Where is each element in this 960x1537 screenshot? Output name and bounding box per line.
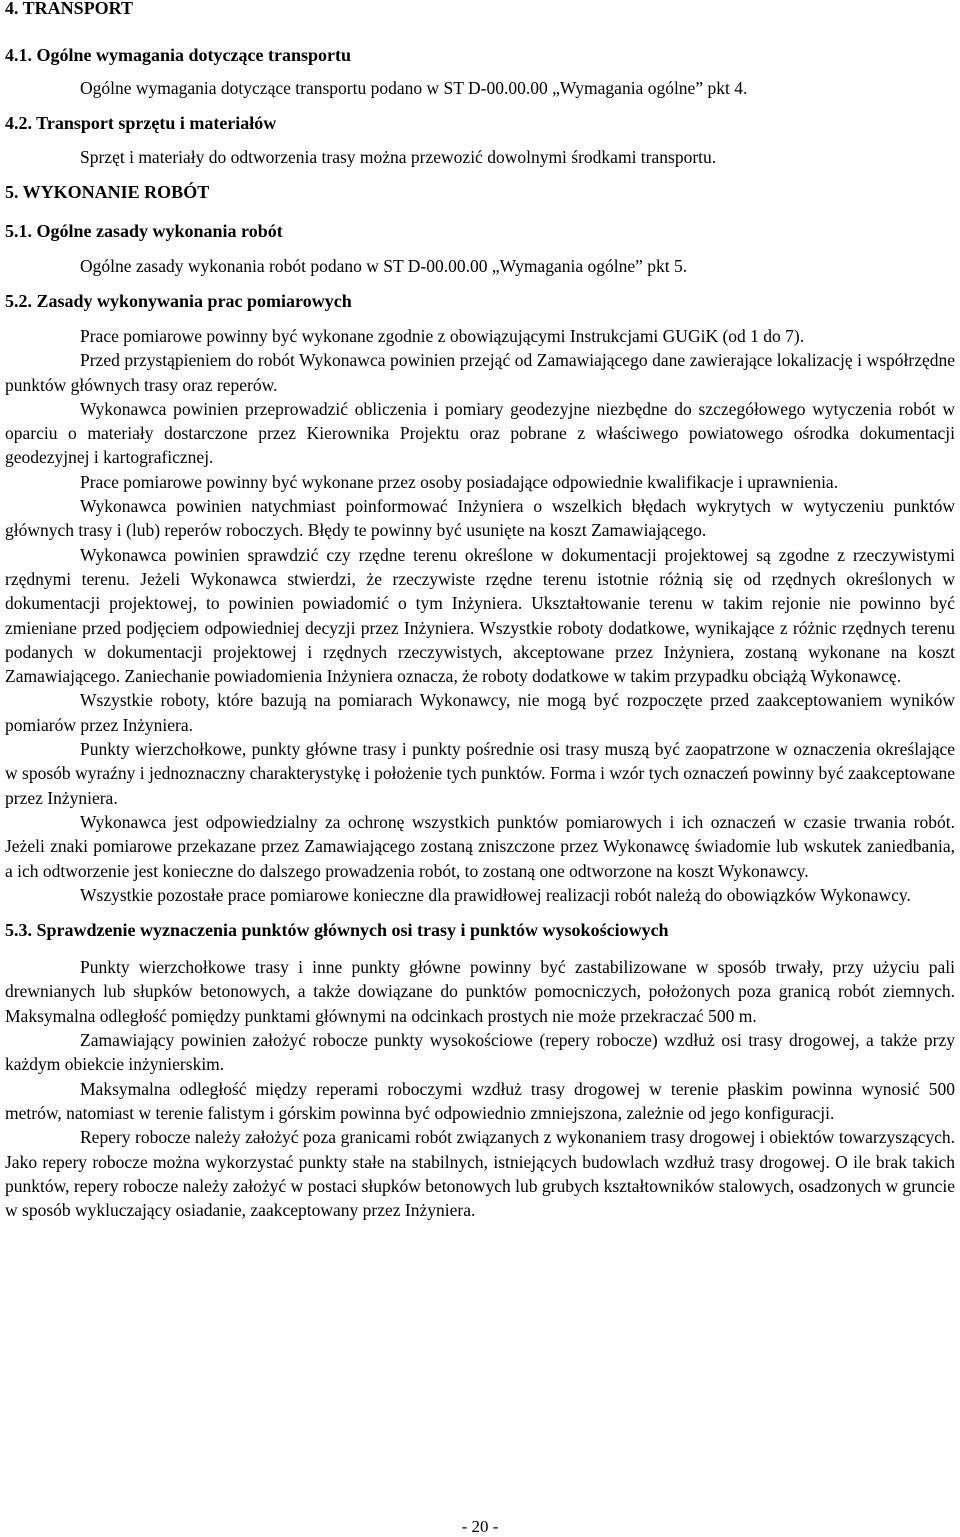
paragraph: Przed przystąpieniem do robót Wykonawca powinien przejąć od Zamawiającego dane zawierające lokalizację i współrzędne punktów głównych trasy oraz reperów.	[5, 350, 955, 395]
paragraph: Wszystkie roboty, które bazują na pomiarach Wykonawcy, nie mogą być rozpoczęte przed zaakceptowaniem wyników pomiarów przez Inżyniera.	[5, 690, 955, 735]
page-number: - 20 -	[461, 1517, 499, 1536]
paragraph: Wykonawca powinien sprawdzić czy rzędne terenu określone w dokumentacji projektowej są zgodne z rzeczywistymi rzędnymi terenu. Jeżeli Wykonawca stwierdzi, że rzeczywiste rzędne terenu istotnie różnią się od rzędnych określonych w dokumentacji projektowej, to powinien powiadomić o tym Inżyniera. Ukształtowanie terenu w takim rejonie nie powinno być zmieniane przed podjęciem odpowiedniej decyzji przez Inżyniera. Wszystkie roboty dodatkowe, wynikające z różnic rzędnych terenu podanych w dokumentacji projektowej i rzędnych rzeczywistych, akceptowane przez Inżyniera, zostaną wykonane na koszt Zamawiającego. Zaniechanie powiadomienia Inżyniera oznacza, że roboty dodatkowe w takim przypadku obciążą Wykonawcę.	[5, 544, 955, 687]
paragraph: Wszystkie pozostałe prace pomiarowe konieczne dla prawidłowej realizacji robót należą do obowiązków Wykonawcy.	[80, 884, 911, 905]
section-4-heading: 4. TRANSPORT	[5, 0, 134, 18]
paragraph: Punkty wierzchołkowe, punkty główne trasy i punkty pośrednie osi trasy muszą być zaopatrzone w oznaczenia określające w sposób wyraźny i jednoznaczny charakterystykę i położenie tych punktów. Forma i wzór tych oznaczeń powinny być zaakceptowane przez Inżyniera.	[5, 739, 955, 808]
paragraph: Repery robocze należy założyć poza granicami robót związanych z wykonaniem trasy drogowej i obiektów towarzyszących. Jako repery robocze można wykorzystać punkty stałe na stabilnych, istniejących budowlach wzdłuż trasy drogowej. O ile brak takich punktów, repery robocze należy założyć w postaci słupków betonowych lub grubych kształtowników stalowych, osadzonych w gruncie w sposób wykluczający osiadanie, zaakceptowany przez Inżyniera.	[5, 1127, 955, 1221]
section-5-2-body	[5, 324, 955, 907]
paragraph: Zamawiający powinien założyć robocze punkty wysokościowe (repery robocze) wzdłuż osi trasy drogowej, a także przy każdym obiekcie inżynierskim.	[5, 1030, 955, 1075]
paragraph: Prace pomiarowe powinny być wykonane przez osoby posiadające odpowiednie kwalifikacje i uprawnienia.	[80, 471, 839, 492]
section-5-3-heading: 5.3. Sprawdzenie wyznaczenia punktów głównych osi trasy i punktów wysokościowych	[5, 920, 669, 941]
section-4-1-heading: 4.1. Ogólne wymagania dotyczące transportu	[5, 45, 351, 65]
paragraph: Maksymalna odległość między reperami roboczymi wzdłuż trasy drogowej w terenie płaskim powinna wynosić 500 metrów, natomiast w terenie falistym i górskim powinna być odpowiednio zmniejszona, zależnie od jego konfiguracji.	[5, 1078, 955, 1123]
paragraph: Prace pomiarowe powinny być wykonane zgodnie z obowiązującymi Instrukcjami GUGiK (od 1 do 7).	[80, 326, 805, 346]
section-4-2-text: Sprzęt i materiały do odtworzenia trasy można przewozić dowolnymi środkami transportu.	[80, 147, 717, 167]
paragraph: Punkty wierzchołkowe trasy i inne punkty główne powinny być zastabilizowane w sposób trwały, przy użyciu pali drewnianych lub słupków betonowych, a także dowiązane do punktów pomocniczych, położonych poza granicą robót ziemnych. Maksymalna odległość pomiędzy punktami głównymi na odcinkach prostych nie może przekraczać 500 m.	[5, 957, 955, 1026]
section-5-1-text: Ogólne zasady wykonania robót podano w ST D-00.00.00 „Wymagania ogólne” pkt 5.	[80, 256, 688, 276]
paragraph: Wykonawca powinien natychmiast poinformować Inżyniera o wszelkich błędach wykrytych w wytyczeniu punktów głównych trasy i (lub) reperów roboczych. Błędy te powinny być usunięte na koszt Zamawiającego.	[5, 496, 955, 541]
paragraph: Wykonawca powinien przeprowadzić obliczenia i pomiary geodezyjne niezbędne do szczegółowego wytyczenia robót w oparciu o materiały dostarczone przez Kierownika Projektu oraz pobrane z właściwego powiatowego ośrodka dokumentacji geodezyjnej i kartograficznej.	[5, 398, 955, 468]
section-4-1-text: Ogólne wymagania dotyczące transportu podano w ST D-00.00.00 „Wymagania ogólne” pkt 4.	[80, 78, 748, 98]
paragraph: Wykonawca jest odpowiedzialny za ochronę wszystkich punktów pomiarowych i ich oznaczeń w czasie trwania robót. Jeżeli znaki pomiarowe przekazane przez Zamawiającego zostaną zniszczone przez Wykonawcę świadomie lub wskutek zaniedbania, a ich odtworzenie jest konieczne do dalszego prowadzenia robót, to zostaną one odtworzone na koszt Wykonawcy.	[5, 811, 955, 881]
section-5-heading: 5. WYKONANIE ROBÓT	[5, 182, 210, 202]
document-page	[5, 0, 955, 1222]
section-5-3-body	[5, 955, 955, 1222]
section-5-1-heading: 5.1. Ogólne zasady wykonania robót	[5, 221, 283, 241]
section-5-2-heading: 5.2. Zasady wykonywania prac pomiarowych	[5, 291, 352, 311]
section-4-2-heading: 4.2. Transport sprzętu i materiałów	[5, 113, 277, 133]
